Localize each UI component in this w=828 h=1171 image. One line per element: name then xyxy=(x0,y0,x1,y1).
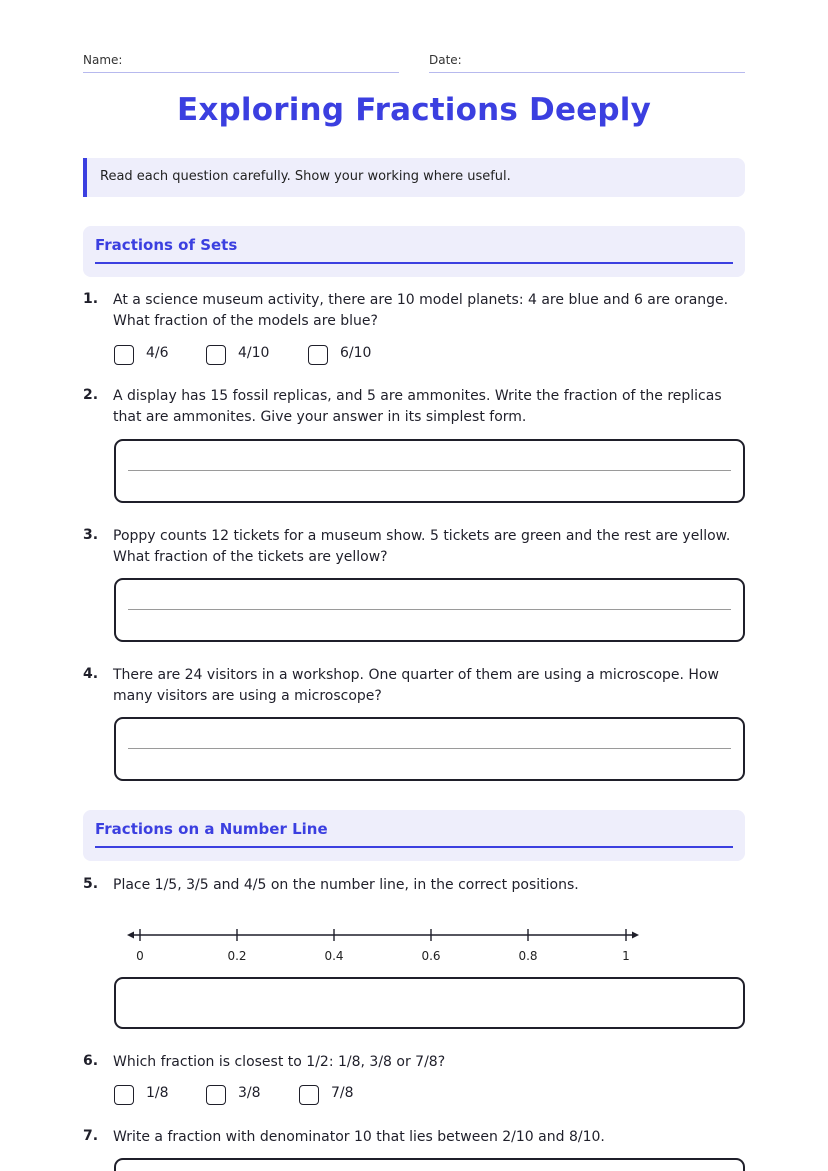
question-number: 7. xyxy=(83,1128,99,1144)
writing-line xyxy=(128,470,731,471)
section-title: Fractions of Sets xyxy=(95,236,238,254)
checkbox[interactable] xyxy=(114,345,134,365)
question-text: At a science museum activity, there are 10 model planets: 4 are blue and 6 are orange. What fraction of the models are blue? xyxy=(113,292,729,329)
section-rule xyxy=(95,846,733,848)
checkbox[interactable] xyxy=(308,345,328,365)
page-title: Exploring Fractions Deeply xyxy=(176,92,652,128)
tick-label: 0.6 xyxy=(421,949,441,963)
instructions-box xyxy=(83,158,745,197)
checkbox[interactable] xyxy=(299,1085,319,1105)
name-field[interactable] xyxy=(83,72,399,73)
answer-box[interactable] xyxy=(114,977,745,1029)
question-text: Write a fraction with denominator 10 that lies between 2/10 and 8/10. xyxy=(113,1129,605,1145)
answer-box[interactable] xyxy=(114,1158,745,1171)
checkbox[interactable] xyxy=(206,345,226,365)
question-number: 3. xyxy=(83,527,99,543)
left-arrow-icon xyxy=(127,932,134,939)
instructions-text: Read each question carefully. Show your working where useful. xyxy=(100,169,511,184)
number-line[interactable] xyxy=(120,924,650,948)
tick-label: 0.8 xyxy=(518,949,538,963)
question-number: 2. xyxy=(83,387,99,403)
right-arrow-icon xyxy=(632,932,639,939)
tick-label: 1 xyxy=(622,949,630,963)
question-number: 6. xyxy=(83,1053,99,1069)
name-label: Name: xyxy=(83,53,123,67)
section-rule xyxy=(95,262,733,264)
option-label: 4/6 xyxy=(146,345,169,361)
tick-label: 0.2 xyxy=(227,949,247,963)
writing-line xyxy=(128,609,731,610)
answer-box[interactable] xyxy=(114,717,745,781)
question-text: There are 24 visitors in a workshop. One quarter of them are using a microscope. How many visitors are using a microscope? xyxy=(113,667,719,704)
section-header-number-line xyxy=(83,810,745,861)
question-number: 4. xyxy=(83,666,99,682)
answer-box[interactable] xyxy=(114,578,745,642)
question-text: Which fraction is closest to 1/2: 1/8, 3/8 or 7/8? xyxy=(113,1054,446,1070)
question-text: Place 1/5, 3/5 and 4/5 on the number line, in the correct positions. xyxy=(113,877,579,893)
date-field[interactable] xyxy=(429,72,745,73)
question-number: 1. xyxy=(83,291,99,307)
checkbox[interactable] xyxy=(114,1085,134,1105)
question-text: A display has 15 fossil replicas, and 5 are ammonites. Write the fraction of the replicas that are ammonites. Give your answer in its simplest form. xyxy=(113,388,722,425)
writing-line xyxy=(128,748,731,749)
checkbox[interactable] xyxy=(206,1085,226,1105)
question-number: 5. xyxy=(83,876,99,892)
tick-label: 0 xyxy=(136,949,144,963)
section-title: Fractions on a Number Line xyxy=(95,820,328,838)
section-header-fractions-of-sets xyxy=(83,226,745,277)
option-label: 4/10 xyxy=(238,345,270,361)
option-label: 3/8 xyxy=(238,1085,261,1101)
tick-label: 0.4 xyxy=(324,949,344,963)
option-label: 6/10 xyxy=(340,345,372,361)
option-label: 7/8 xyxy=(331,1085,354,1101)
date-label: Date: xyxy=(429,53,462,67)
question-text: Poppy counts 12 tickets for a museum show. 5 tickets are green and the rest are yellow. What fraction of the tickets are yellow? xyxy=(113,528,731,565)
answer-box[interactable] xyxy=(114,439,745,503)
option-label: 1/8 xyxy=(146,1085,169,1101)
